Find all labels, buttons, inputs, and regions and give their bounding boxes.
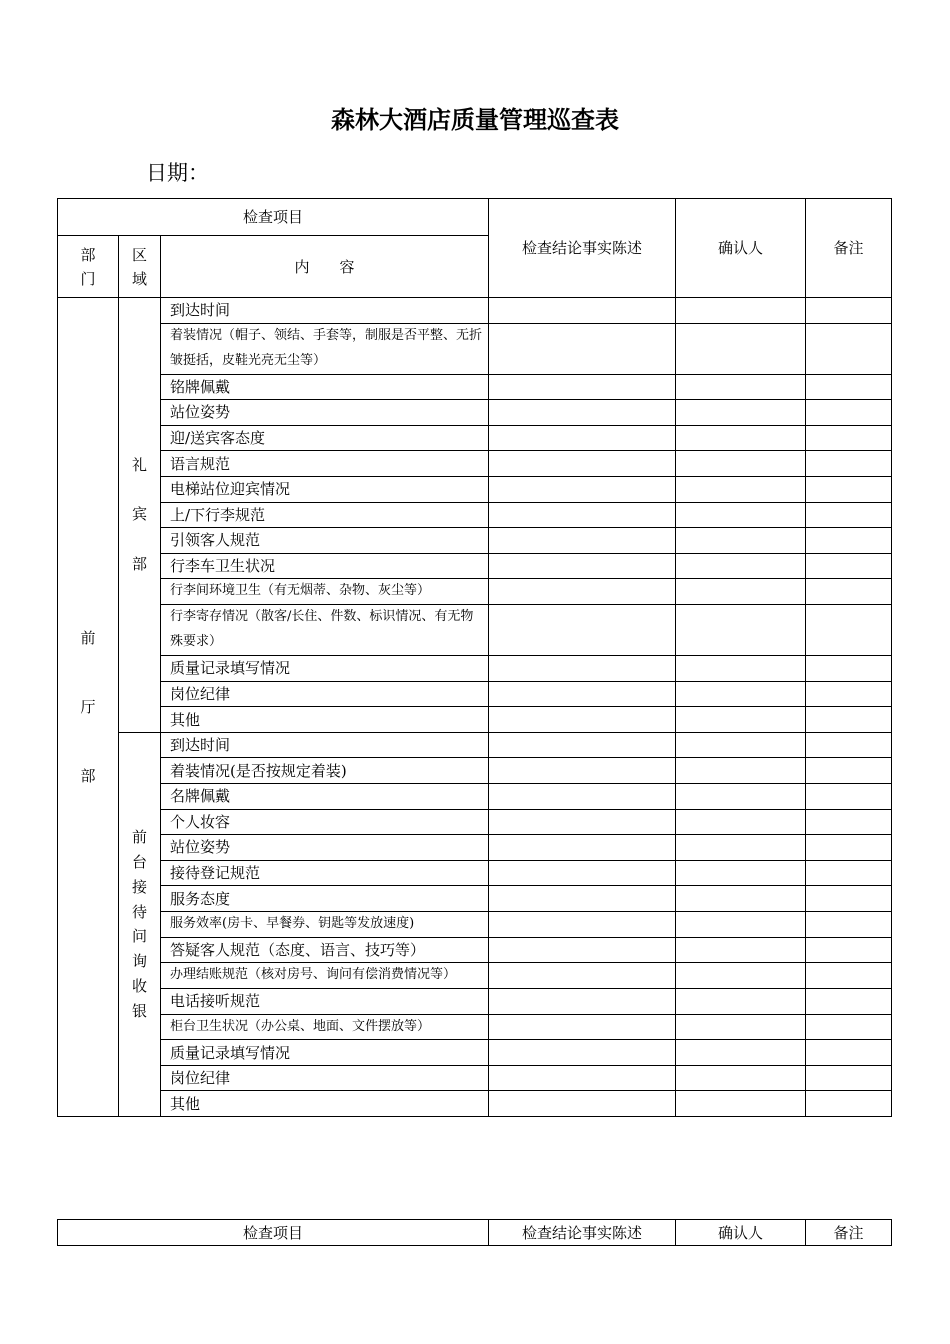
conclusion-cell[interactable]	[489, 732, 676, 758]
confirmer-cell[interactable]	[676, 605, 806, 656]
remarks-cell[interactable]	[806, 911, 892, 937]
inspection-item: 电梯站位迎宾情况	[161, 476, 489, 502]
confirmer-cell[interactable]	[676, 681, 806, 707]
conclusion-cell[interactable]	[489, 681, 676, 707]
inspection-item: 个人妆容	[161, 809, 489, 835]
remarks-cell[interactable]	[806, 886, 892, 912]
table-row	[58, 1014, 892, 1040]
table-row	[58, 605, 892, 656]
footer-remarks: 备注	[806, 1220, 892, 1246]
area-cell	[119, 298, 161, 733]
table-row	[58, 579, 892, 605]
remarks-cell[interactable]	[806, 451, 892, 477]
table-row	[58, 656, 892, 682]
conclusion-cell[interactable]	[489, 1091, 676, 1117]
confirmer-cell[interactable]	[676, 528, 806, 554]
page-title: 森林大酒店质量管理巡查表	[331, 105, 619, 134]
conclusion-cell[interactable]	[489, 1065, 676, 1091]
table-row	[58, 553, 892, 579]
confirmer-cell[interactable]	[676, 860, 806, 886]
remarks-cell[interactable]	[806, 732, 892, 758]
header-content: 内 容	[161, 236, 489, 298]
confirmer-cell[interactable]	[676, 1040, 806, 1066]
confirmer-cell[interactable]	[676, 553, 806, 579]
confirmer-cell[interactable]	[676, 809, 806, 835]
confirmer-cell[interactable]	[676, 732, 806, 758]
confirmer-cell[interactable]	[676, 579, 806, 605]
confirmer-cell[interactable]	[676, 400, 806, 426]
remarks-cell[interactable]	[806, 707, 892, 733]
remarks-cell[interactable]	[806, 963, 892, 989]
confirmer-cell[interactable]	[676, 758, 806, 784]
inspection-item: 接待登记规范	[161, 860, 489, 886]
conclusion-cell[interactable]	[489, 886, 676, 912]
remarks-cell[interactable]	[806, 860, 892, 886]
conclusion-cell[interactable]	[489, 298, 676, 324]
inspection-item: 柜台卫生状况（办公桌、地面、文件摆放等）	[161, 1014, 489, 1040]
conclusion-cell[interactable]	[489, 605, 676, 656]
confirmer-cell[interactable]	[676, 374, 806, 400]
remarks-cell[interactable]	[806, 809, 892, 835]
table-row	[58, 860, 892, 886]
confirmer-cell[interactable]	[676, 707, 806, 733]
remarks-cell[interactable]	[806, 1091, 892, 1117]
conclusion-cell[interactable]	[489, 1014, 676, 1040]
inspection-item: 上/下行李规范	[161, 502, 489, 528]
conclusion-cell[interactable]	[489, 1040, 676, 1066]
inspection-table	[57, 198, 892, 1117]
table-row	[58, 911, 892, 937]
footer-header-table	[57, 1219, 892, 1246]
inspection-item: 铭牌佩戴	[161, 374, 489, 400]
header-remarks: 备注	[806, 199, 892, 298]
inspection-item: 行李间环境卫生（有无烟蒂、杂物、灰尘等）	[161, 579, 489, 605]
header-area	[119, 236, 161, 298]
inspection-item: 办理结账规范（核对房号、询问有偿消费情况等）	[161, 963, 489, 989]
inspection-item: 着装情况(是否按规定着装)	[161, 758, 489, 784]
conclusion-cell[interactable]	[489, 553, 676, 579]
conclusion-cell[interactable]	[489, 809, 676, 835]
table-row	[58, 528, 892, 554]
confirmer-cell[interactable]	[676, 298, 806, 324]
table-row	[58, 1065, 892, 1091]
conclusion-cell[interactable]	[489, 963, 676, 989]
confirmer-cell[interactable]	[676, 963, 806, 989]
inspection-item: 其他	[161, 707, 489, 733]
inspection-item: 岗位纪律	[161, 681, 489, 707]
inspection-item: 到达时间	[161, 732, 489, 758]
remarks-cell[interactable]	[806, 1065, 892, 1091]
area-text: 礼宾部	[132, 455, 148, 573]
table-row	[58, 1040, 892, 1066]
confirmer-cell[interactable]	[676, 937, 806, 963]
conclusion-cell[interactable]	[489, 502, 676, 528]
confirmer-cell[interactable]	[676, 1065, 806, 1091]
remarks-cell[interactable]	[806, 1040, 892, 1066]
confirmer-cell[interactable]	[676, 835, 806, 861]
remarks-cell[interactable]	[806, 400, 892, 426]
inspection-item: 语言规范	[161, 451, 489, 477]
remarks-cell[interactable]	[806, 374, 892, 400]
table-row	[58, 502, 892, 528]
conclusion-cell[interactable]	[489, 988, 676, 1014]
inspection-item: 名牌佩戴	[161, 784, 489, 810]
table-row	[58, 1091, 892, 1117]
inspection-item: 电话接听规范	[161, 988, 489, 1014]
conclusion-cell[interactable]	[489, 707, 676, 733]
inspection-item: 答疑客人规范（态度、语言、技巧等）	[161, 937, 489, 963]
confirmer-cell[interactable]	[676, 656, 806, 682]
header-confirmer: 确认人	[676, 199, 806, 298]
header-inspection-items: 检查项目	[58, 199, 489, 236]
table-row	[58, 886, 892, 912]
inspection-item: 岗位纪律	[161, 1065, 489, 1091]
confirmer-cell[interactable]	[676, 323, 806, 374]
table-row	[58, 476, 892, 502]
conclusion-cell[interactable]	[489, 835, 676, 861]
header-area-text: 区域	[132, 245, 148, 288]
header-department	[58, 236, 119, 298]
conclusion-cell[interactable]	[489, 784, 676, 810]
table-row	[58, 988, 892, 1014]
remarks-cell[interactable]	[806, 1014, 892, 1040]
area-cell	[119, 732, 161, 1116]
table-row	[58, 835, 892, 861]
table-row	[58, 451, 892, 477]
remarks-cell[interactable]	[806, 758, 892, 784]
confirmer-cell[interactable]	[676, 425, 806, 451]
inspection-item: 站位姿势	[161, 835, 489, 861]
confirmer-cell[interactable]	[676, 476, 806, 502]
conclusion-cell[interactable]	[489, 323, 676, 374]
table-row	[58, 681, 892, 707]
confirmer-cell[interactable]	[676, 886, 806, 912]
inspection-item: 服务态度	[161, 886, 489, 912]
inspection-item: 质量记录填写情况	[161, 1040, 489, 1066]
remarks-cell[interactable]	[806, 323, 892, 374]
inspection-item: 引领客人规范	[161, 528, 489, 554]
conclusion-cell[interactable]	[489, 400, 676, 426]
conclusion-cell[interactable]	[489, 656, 676, 682]
remarks-cell[interactable]	[806, 528, 892, 554]
conclusion-cell[interactable]	[489, 860, 676, 886]
remarks-cell[interactable]	[806, 425, 892, 451]
remarks-cell[interactable]	[806, 579, 892, 605]
department-text: 前厅部	[80, 628, 96, 785]
table-row	[58, 707, 892, 733]
confirmer-cell[interactable]	[676, 1014, 806, 1040]
conclusion-cell[interactable]	[489, 579, 676, 605]
confirmer-cell[interactable]	[676, 451, 806, 477]
remarks-cell[interactable]	[806, 988, 892, 1014]
table-row	[58, 963, 892, 989]
remarks-cell[interactable]	[806, 835, 892, 861]
table-row	[58, 400, 892, 426]
table-row	[58, 374, 892, 400]
conclusion-cell[interactable]	[489, 528, 676, 554]
conclusion-cell[interactable]	[489, 911, 676, 937]
remarks-cell[interactable]	[806, 937, 892, 963]
confirmer-cell[interactable]	[676, 1091, 806, 1117]
inspection-item: 站位姿势	[161, 400, 489, 426]
inspection-item: 行李寄存情况（散客/长住、件数、标识情况、有无物殊要求）	[161, 605, 489, 656]
confirmer-cell[interactable]	[676, 784, 806, 810]
remarks-cell[interactable]	[806, 656, 892, 682]
header-conclusion: 检查结论事实陈述	[489, 199, 676, 298]
table-row	[58, 937, 892, 963]
header-dept-text: 部门	[80, 245, 96, 288]
table-row	[58, 298, 892, 324]
table-row	[58, 425, 892, 451]
footer-conclusion: 检查结论事实陈述	[489, 1220, 676, 1246]
confirmer-cell[interactable]	[676, 911, 806, 937]
remarks-cell[interactable]	[806, 476, 892, 502]
inspection-item: 着装情况（帽子、领结、手套等，制服是否平整、无折皱挺括，皮鞋光亮无尘等）	[161, 323, 489, 374]
area-text: 前台接待问询收银	[132, 828, 148, 1020]
table-row	[58, 732, 892, 758]
remarks-cell[interactable]	[806, 502, 892, 528]
confirmer-cell[interactable]	[676, 988, 806, 1014]
table-row	[58, 758, 892, 784]
table-row	[58, 784, 892, 810]
remarks-cell[interactable]	[806, 784, 892, 810]
footer-inspection-items: 检查项目	[58, 1220, 489, 1246]
remarks-cell[interactable]	[806, 681, 892, 707]
conclusion-cell[interactable]	[489, 758, 676, 784]
table-row	[58, 323, 892, 374]
inspection-item: 服务效率(房卡、早餐券、钥匙等发放速度)	[161, 911, 489, 937]
remarks-cell[interactable]	[806, 298, 892, 324]
table-row	[58, 809, 892, 835]
conclusion-cell[interactable]	[489, 425, 676, 451]
remarks-cell[interactable]	[806, 553, 892, 579]
footer-confirmer: 确认人	[676, 1220, 806, 1246]
inspection-item: 迎/送宾客态度	[161, 425, 489, 451]
date-label: 日期：	[146, 161, 209, 185]
conclusion-cell[interactable]	[489, 476, 676, 502]
remarks-cell[interactable]	[806, 605, 892, 656]
conclusion-cell[interactable]	[489, 451, 676, 477]
inspection-item: 行李车卫生状况	[161, 553, 489, 579]
confirmer-cell[interactable]	[676, 502, 806, 528]
inspection-item: 质量记录填写情况	[161, 656, 489, 682]
department-cell	[58, 298, 119, 1117]
conclusion-cell[interactable]	[489, 937, 676, 963]
inspection-item: 到达时间	[161, 298, 489, 324]
inspection-item: 其他	[161, 1091, 489, 1117]
conclusion-cell[interactable]	[489, 374, 676, 400]
